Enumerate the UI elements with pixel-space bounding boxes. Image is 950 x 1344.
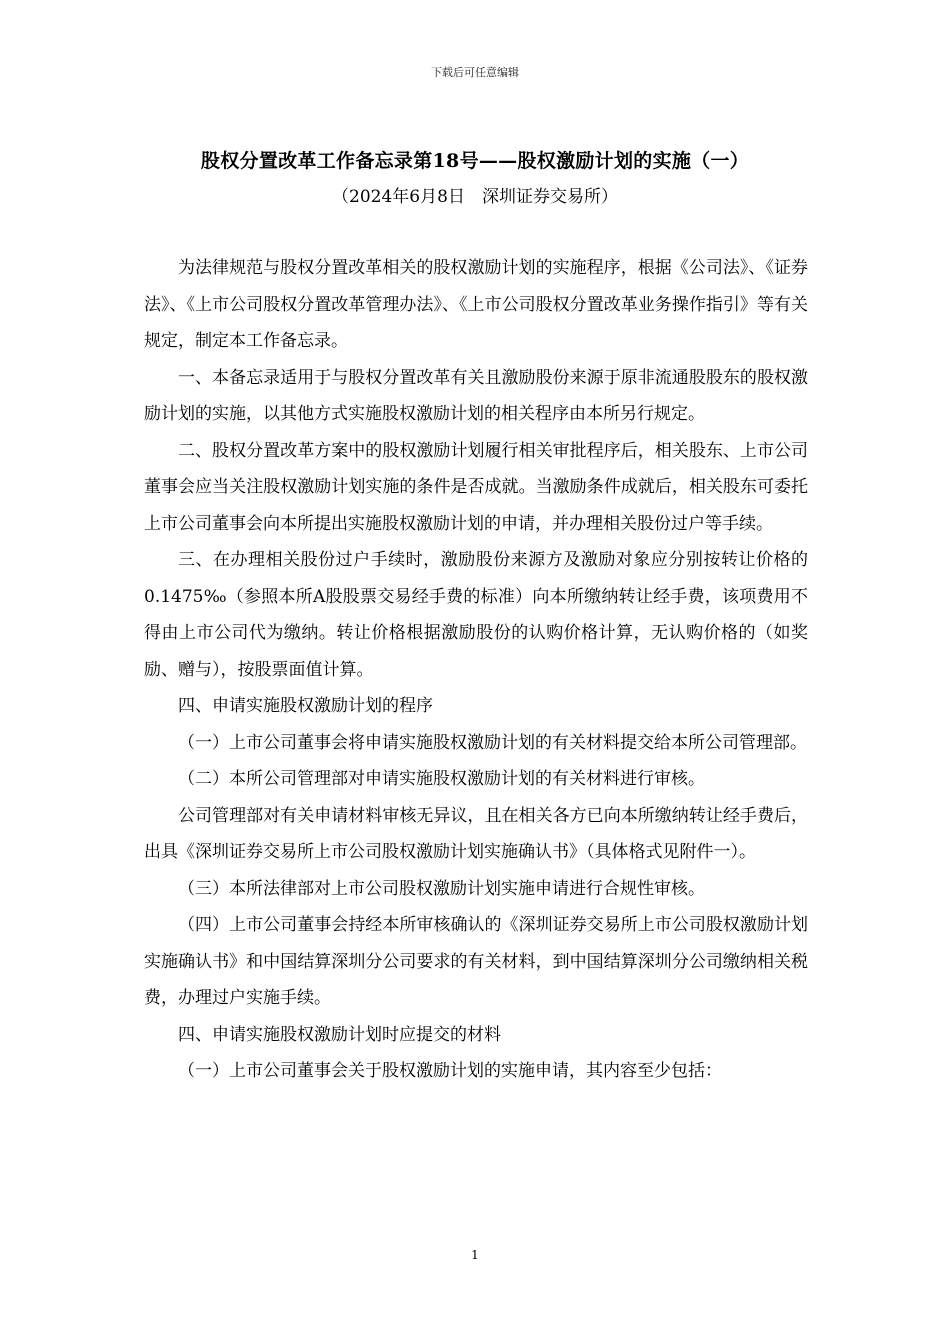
paragraph-section-4-item-3: （三）本所法律部对上市公司股权激励计划实施申请进行合规性审核。 — [178, 878, 705, 899]
paragraph-section-5-item-1: （一）上市公司董事会关于股权激励计划的实施申请，其内容至少包括： — [178, 1061, 722, 1081]
paragraph-section-3: 三、在办理相关股份过户手续时，激励股份来源方及激励对象应分别按转让价格的0.1475‰（参照本所A股股票交易经手费的标准）向本所缴纳转让经手费，该项费用不得由上市公司代为缴纳。转让价格根据激励股份的认购价格计算，无认购价格的（如奖励、赠与），按股票面值计算。 — [144, 550, 808, 680]
paragraph-section-5-heading: 四、申请实施股权激励计划时应提交的材料 — [178, 1024, 501, 1045]
paragraph-section-4-item-1: （一）上市公司董事会将申请实施股权激励计划的有关材料提交给本所公司管理部。 — [178, 732, 807, 753]
document-subtitle: （2024年6月8日 深圳证券交易所） — [332, 187, 618, 207]
header-note: 下载后可任意编辑 — [431, 66, 519, 79]
paragraph-section-1: 一、本备忘录适用于与股权分置改革有关且激励股份来源于原非流通股股东的股权激励计划的实施，以其他方式实施股权激励计划的相关程序由本所另行规定。 — [144, 367, 808, 424]
paragraph-section-4-item-2-detail: 公司管理部对有关申请材料审核无异议，且在相关各方已向本所缴纳转让经手费后，出具《深圳证券交易所上市公司股权激励计划实施确认书》（具体格式见附件一）。 — [144, 805, 808, 862]
document-title: 股权分置改革工作备忘录第18号——股权激励计划的实施（一） — [200, 150, 750, 172]
paragraph-section-4-item-2: （二）本所公司管理部对申请实施股权激励计划的有关材料进行审核。 — [178, 769, 705, 789]
paragraph-intro: 为法律规范与股权分置改革相关的股权激励计划的实施程序，根据《公司法》、《证券法》、《上市公司股权分置改革管理办法》、《上市公司股权分置改革业务操作指引》等有关规定，制定本工作备忘录。 — [144, 258, 808, 351]
paragraph-section-2: 二、股权分置改革方案中的股权激励计划履行相关审批程序后，相关股东、上市公司董事会应当关注股权激励计划实施的条件是否成就。当激励条件成就后，相关股东可委托上市公司董事会向本所提出实施股权激励计划的申请，并办理相关股份过户等手续。 — [144, 440, 808, 534]
paragraph-section-4-item-4: （四）上市公司董事会持经本所审核确认的《深圳证券交易所上市公司股权激励计划实施确认书》和中国结算深圳分公司要求的有关材料，到中国结算深圳分公司缴纳相关税费，办理过户实施手续。 — [144, 915, 808, 1008]
paragraph-section-4-heading: 四、申请实施股权激励计划的程序 — [178, 696, 433, 716]
page-number: 1 — [471, 1248, 479, 1262]
document-body — [144, 250, 808, 1090]
